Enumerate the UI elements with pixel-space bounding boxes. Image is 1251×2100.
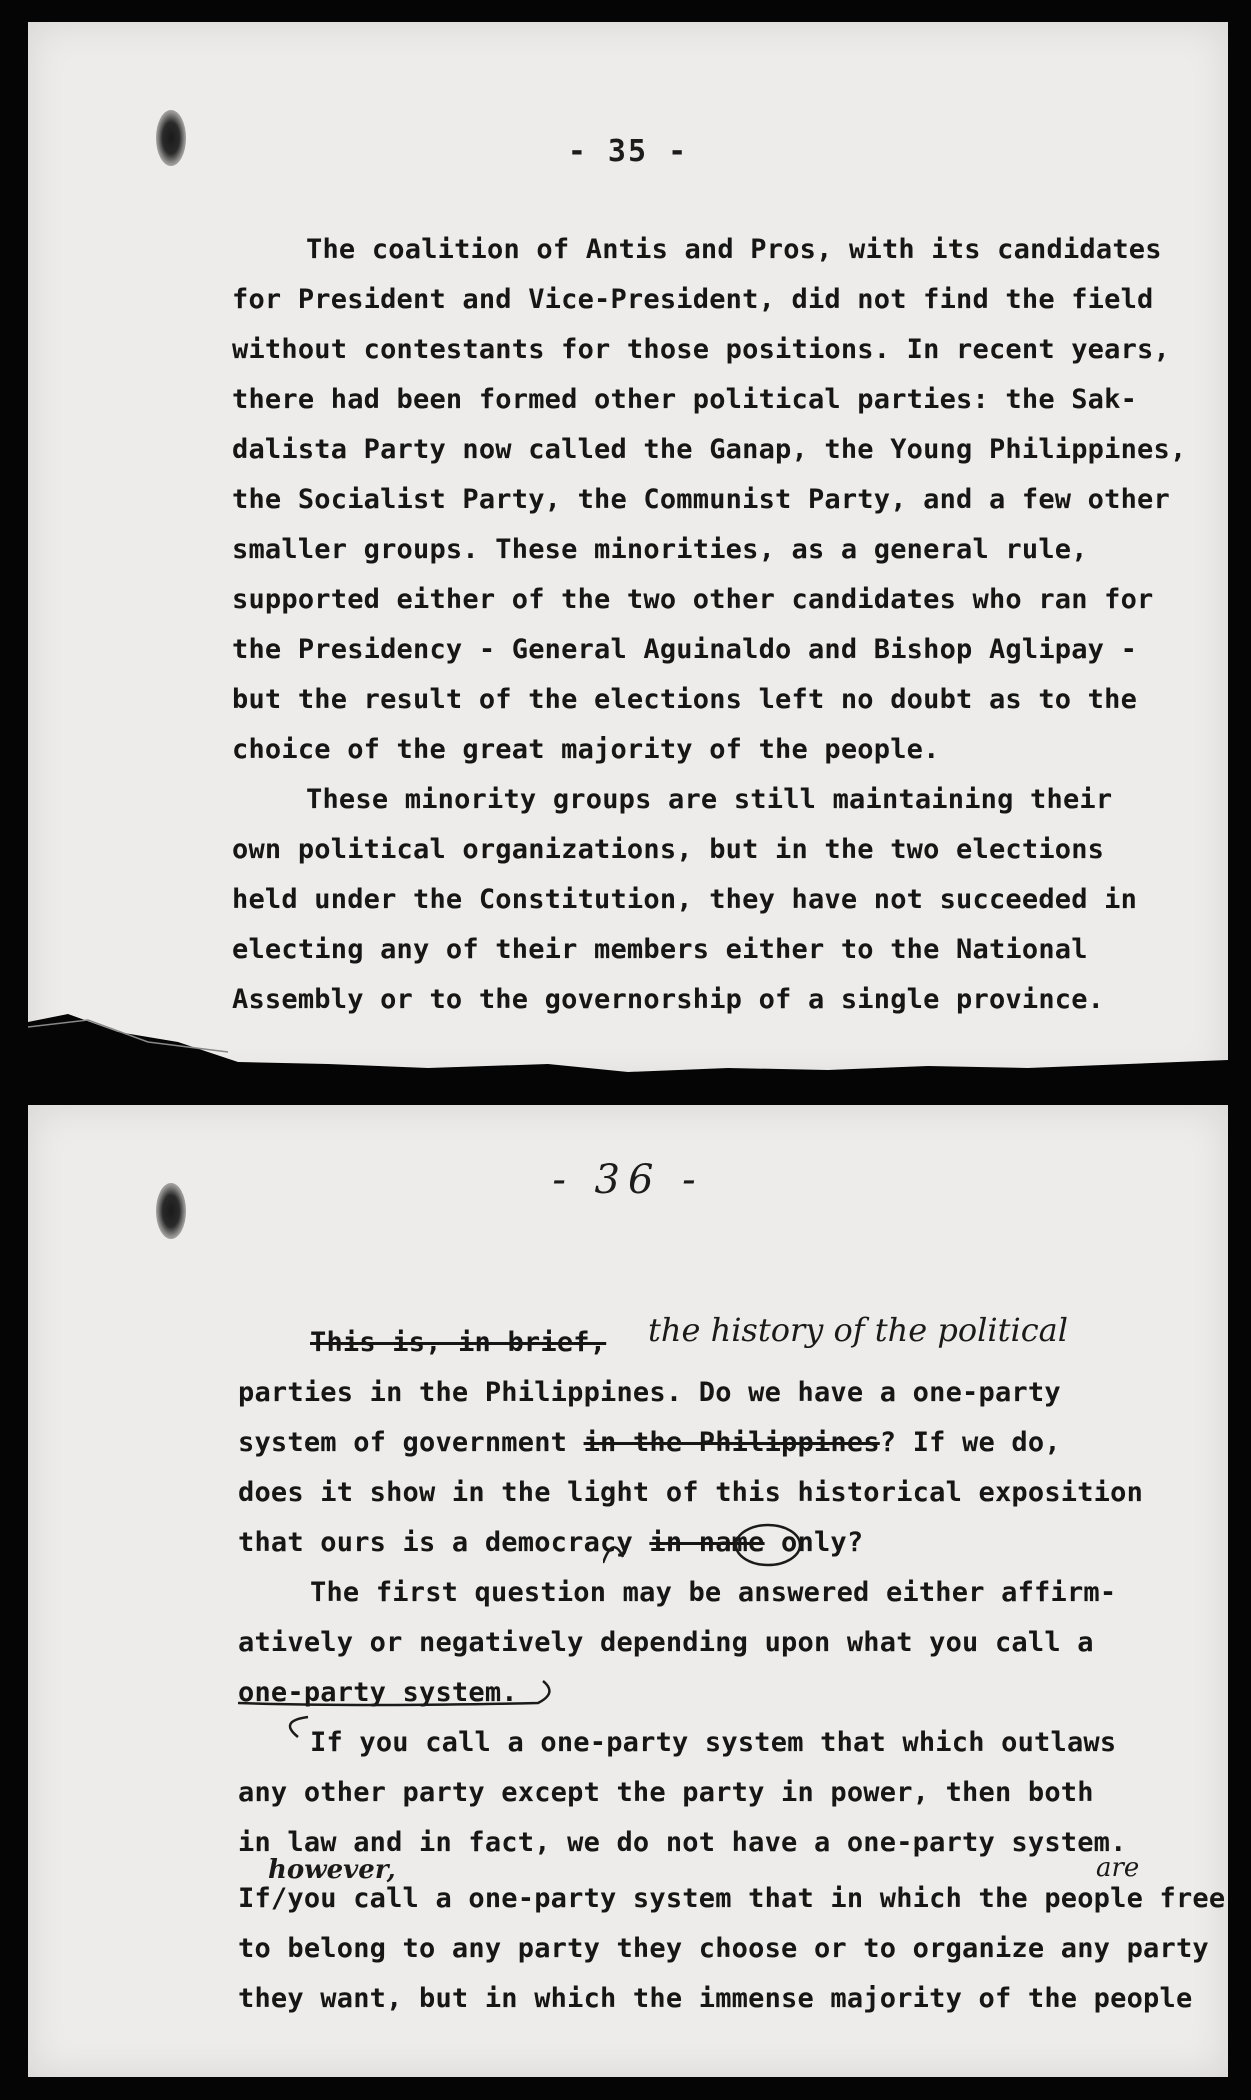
- text-line: [238, 1883, 1225, 1914]
- text-line: electing any of their members either to the National: [232, 934, 1088, 965]
- text-line: any other party except the party in power, then both: [238, 1777, 1094, 1808]
- handwritten-insert: the history of the political: [648, 1311, 1068, 1349]
- text-line: If you call a one-party system that which outlaws: [310, 1727, 1117, 1758]
- handwritten-loop-mark: [603, 1515, 843, 1575]
- text-line: one-party system.: [238, 1677, 518, 1708]
- text-segment: If/you call a one-party system that in which the people: [238, 1883, 1144, 1914]
- text-line: but the result of the elections left no doubt as to the: [232, 684, 1138, 715]
- text-line: Assembly or to the governorship of a single province.: [232, 984, 1105, 1015]
- text-line: own political organizations, but in the two elections: [232, 834, 1105, 865]
- text-line: in law and in fact, we do not have a one-party system.: [238, 1827, 1127, 1858]
- text-line: to belong to any party they choose or to organize any party: [238, 1933, 1209, 1964]
- text-segment: free: [1143, 1883, 1226, 1914]
- text-line: they want, but in which the immense majority of the people: [238, 1983, 1193, 2014]
- page-number: - 36 -: [552, 1157, 704, 1203]
- text-segment: system of government: [238, 1427, 584, 1458]
- text-line: there had been formed other political parties: the Sak-: [232, 384, 1138, 415]
- struck-text: in name: [649, 1527, 765, 1558]
- text-segment: ? If we do,: [879, 1427, 1061, 1458]
- struck-text: This is, in brief,: [310, 1327, 607, 1358]
- text-line: choice of the great majority of the people.: [232, 734, 940, 765]
- text-line: does it show in the light of this historical exposition: [238, 1477, 1144, 1508]
- text-line: [238, 1427, 1061, 1458]
- text-line: held under the Constitution, they have not succeeded in: [232, 884, 1138, 915]
- text-segment: that ours is a democracy: [238, 1527, 650, 1558]
- text-line: supported either of the two other candidates who ran for: [232, 584, 1154, 615]
- handwritten-insert: however,: [268, 1855, 396, 1885]
- text-line: The first question may be answered either affirm-: [310, 1577, 1117, 1608]
- text-line: parties in the Philippines. Do we have a one-party: [238, 1377, 1061, 1408]
- torn-edge: [28, 1002, 1228, 1082]
- text-line: for President and Vice-President, did not find the field: [232, 284, 1154, 315]
- handwritten-insert: are: [1096, 1853, 1140, 1883]
- text-line: The coalition of Antis and Pros, with its candidates: [306, 234, 1162, 265]
- text-line: smaller groups. These minorities, as a general rule,: [232, 534, 1088, 565]
- document-page-35: [28, 22, 1228, 1082]
- document-page-36: [28, 1105, 1228, 2077]
- struck-text: in the Philippines: [583, 1427, 880, 1458]
- text-segment: only?: [764, 1527, 864, 1558]
- page-number: - 35 -: [567, 134, 689, 169]
- text-line: These minority groups are still maintaining their: [306, 784, 1113, 815]
- text-line: the Presidency - General Aguinaldo and Bishop Aglipay -: [232, 634, 1138, 665]
- text-line: without contestants for those positions. In recent years,: [232, 334, 1170, 365]
- text-line: dalista Party now called the Ganap, the Young Philippines,: [232, 434, 1187, 465]
- text-line: atively or negatively depending upon what you call a: [238, 1627, 1094, 1658]
- text-line: the Socialist Party, the Communist Party, and a few other: [232, 484, 1170, 515]
